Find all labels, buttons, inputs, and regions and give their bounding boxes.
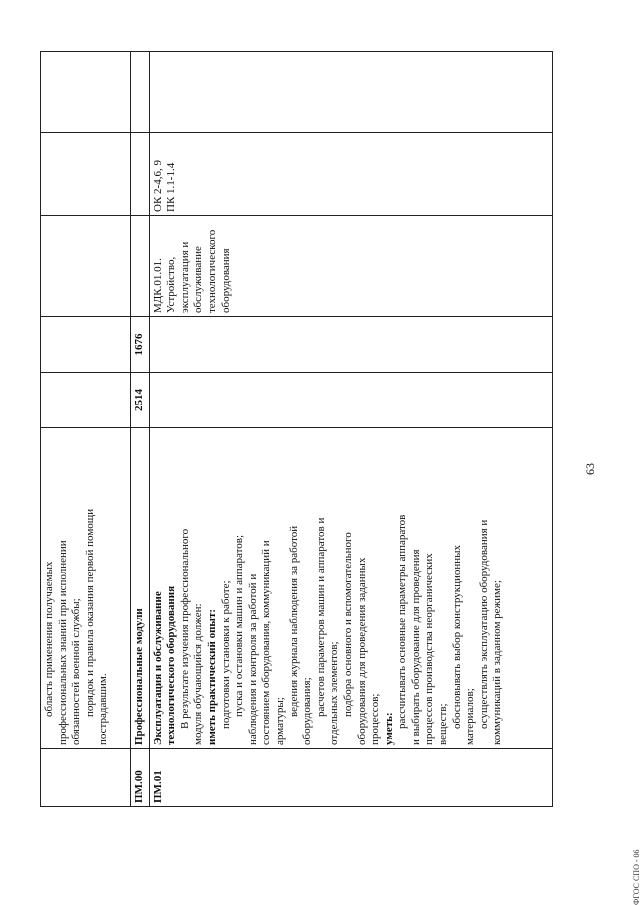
extra-cell	[41, 52, 131, 133]
skills-line: материалов;	[464, 688, 477, 745]
skills-heading: уметь:	[382, 712, 395, 745]
practice-line: подбора основного и вспомогательного	[341, 532, 354, 717]
table-row	[131, 52, 150, 807]
content-line: профессиональных знаний при исполнении	[56, 540, 69, 745]
practice-line: подготовки установки к работе;	[219, 580, 232, 729]
content-cell	[149, 428, 552, 749]
discipline-line: Устройство,	[165, 256, 178, 313]
competence-cell	[131, 133, 150, 216]
practice-line: расчетов параметров машин и аппаратов и	[314, 517, 327, 717]
intro-line: модуля обучающийся должен:	[192, 603, 205, 745]
module-title: Профессиональные модули	[131, 428, 150, 749]
class-load-value: 1676	[131, 317, 150, 373]
discipline-line: оборудования	[219, 248, 232, 313]
practice-line: процессов;	[369, 693, 382, 745]
max-load-cell	[41, 373, 131, 428]
code-cell	[41, 749, 131, 807]
class-load-cell	[41, 317, 131, 373]
module-title-line: Эксплуатация и обслуживание	[151, 591, 164, 745]
intro-line: В результате изучения профессионального	[178, 528, 191, 729]
max-load-cell	[149, 373, 552, 428]
competence-cell	[41, 133, 131, 216]
practice-line: арматуры;	[273, 697, 286, 745]
skills-line: веществ;	[437, 703, 450, 745]
content-line: порядок и правила оказания первой помощи	[83, 508, 96, 717]
curriculum-table	[40, 51, 553, 807]
page-number: 63	[583, 463, 597, 475]
content-line: область применения получаемых	[43, 561, 55, 717]
practice-line: состоянием оборудования, коммуникаций и	[260, 540, 273, 745]
discipline-cell	[149, 216, 552, 317]
practice-line: наблюдения и контроля за работой и	[246, 573, 259, 745]
content-cell	[41, 428, 131, 749]
footer-code: ФГОС СПО - 06	[632, 849, 641, 905]
skills-line: рассчитывать основные параметры аппаратов	[396, 514, 409, 729]
extra-cell	[149, 52, 552, 133]
discipline-line: МДК.01.01.	[151, 258, 164, 313]
competence-cell	[149, 133, 552, 216]
practice-heading: иметь практический опыт:	[205, 608, 218, 745]
skills-line: осуществлять эксплуатацию оборудования и	[477, 519, 490, 729]
competence-line: ОК 2-4,6, 9	[151, 160, 164, 212]
module-title-line: технологического оборудования	[165, 585, 178, 745]
practice-line: оборудования для проведения заданных	[355, 557, 368, 745]
practice-line: оборудования;	[301, 677, 314, 745]
extra-cell	[131, 52, 150, 133]
skills-line: обосновывать выбор конструкционных	[450, 544, 463, 729]
discipline-cell	[131, 216, 150, 317]
skills-line: и выбирать оборудование для проведения	[409, 549, 422, 745]
content-line: обязанностей военной службы;	[70, 598, 83, 745]
discipline-line: эксплуатация и	[178, 241, 191, 313]
module-code: ПМ.01	[149, 749, 552, 807]
table-row	[149, 52, 552, 807]
practice-line: пуска и остановки машин и аппаратов;	[233, 534, 246, 717]
competence-line: ПК 1.1-1.4	[165, 162, 178, 212]
max-load-value: 2514	[131, 373, 150, 428]
practice-line: отдельных элементов;	[328, 641, 341, 745]
practice-line: ведения журнала наблюдения за работой	[287, 525, 300, 717]
skills-line: коммуникаций в заданном режиме;	[491, 580, 504, 745]
skills-line: процессов производства неорганических	[423, 553, 436, 745]
table-row	[41, 52, 131, 807]
module-code: ПМ.00	[131, 749, 150, 807]
content-line: пострадавшим.	[97, 673, 110, 745]
discipline-line: обслуживание	[192, 246, 205, 313]
discipline-line: технологического	[205, 229, 218, 313]
class-load-cell	[149, 317, 552, 373]
discipline-cell	[41, 216, 131, 317]
